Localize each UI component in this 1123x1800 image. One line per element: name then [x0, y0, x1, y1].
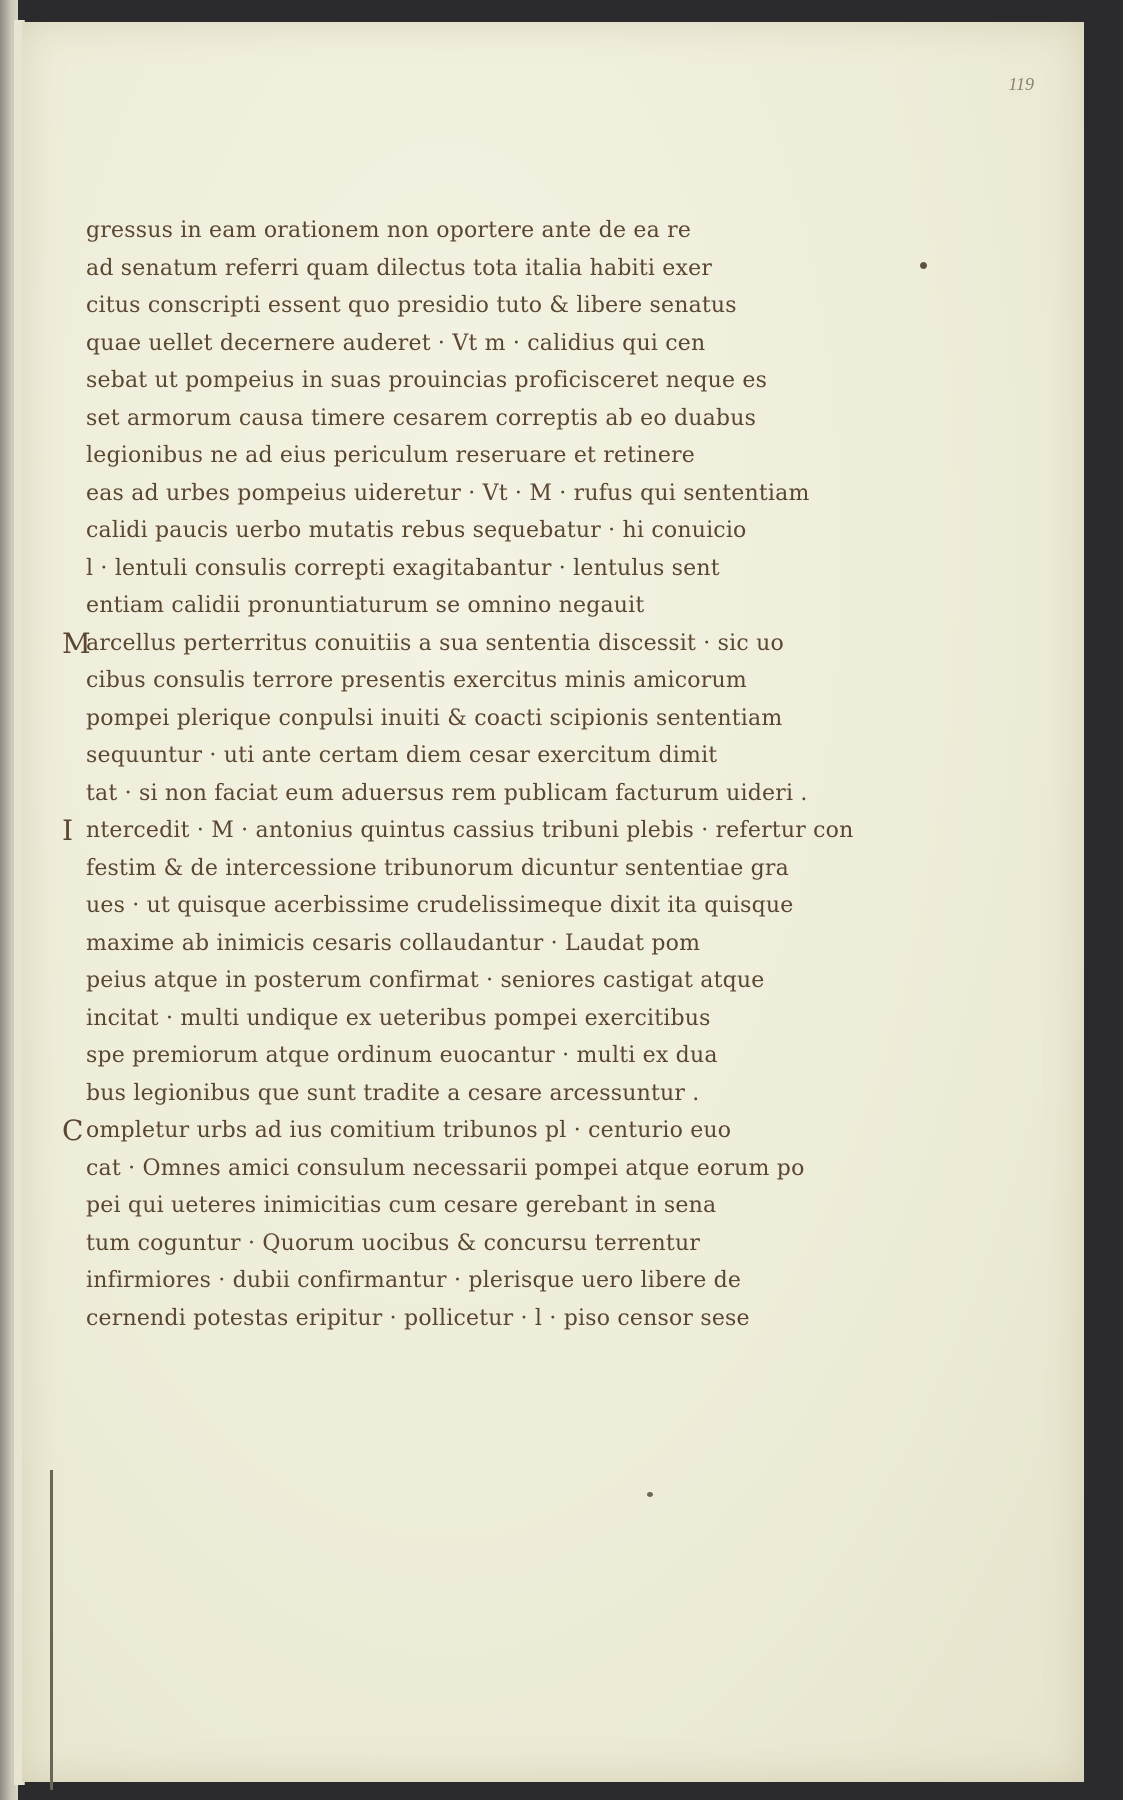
folio-number: 119 — [1008, 74, 1034, 94]
line-text: l · lentuli consulis correpti exagitabantur · lentulus sent — [86, 555, 720, 581]
line-text: legionibus ne ad eius periculum reseruare et retinere — [86, 443, 696, 468]
text-line — [62, 812, 862, 850]
text-line — [62, 1075, 862, 1113]
line-text: calidi paucis uerbo mutatis rebus sequebatur · hi conuicio — [86, 518, 747, 543]
line-text: ues · ut quisque acerbissime crudelissimeque dixit ita quisque — [86, 893, 794, 918]
text-line — [62, 400, 862, 438]
text-line — [62, 1187, 862, 1225]
text-line — [62, 925, 862, 963]
text-line — [62, 775, 862, 813]
line-text: peius atque in posterum confirmat · seniores castigat atque — [86, 968, 765, 993]
ink-spot — [920, 262, 927, 269]
line-text: bus legionibus que sunt tradite a cesare arcessuntur . — [86, 1080, 700, 1106]
line-text: pei qui ueteres inimicitias cum cesare gerebant in sena — [86, 1193, 717, 1218]
text-line — [62, 212, 862, 250]
ink-spot — [647, 1492, 653, 1497]
text-line — [62, 512, 862, 550]
text-line — [62, 1000, 862, 1038]
line-text: pompei plerique conpulsi inuiti & coacti scipionis sententiam — [86, 705, 783, 731]
text-line — [62, 850, 862, 888]
line-text: sequuntur · uti ante certam diem cesar exercitum dimit — [86, 743, 718, 768]
text-line — [62, 1037, 862, 1075]
line-text: ntercedit · M · antonius quintus cassius tribuni plebis · refertur con — [86, 818, 854, 843]
line-text: eas ad urbes pompeius uideretur · Vt · M · rufus qui sententiam — [86, 480, 810, 506]
line-text: citus conscripti essent quo presidio tuto & libere senatus — [86, 293, 737, 318]
text-line — [62, 325, 862, 363]
line-text: festim & de intercessione tribunorum dicuntur sententiae gra — [86, 855, 789, 881]
text-line — [62, 550, 862, 588]
line-text: ad senatum referri quam dilectus tota italia habiti exer — [86, 255, 713, 281]
line-text: spe premiorum atque ordinum euocantur · multi ex dua — [86, 1043, 718, 1068]
line-text: ompletur urbs ad ius comitium tribunos pl · centurio euo — [86, 1118, 732, 1143]
line-text: infirmiores · dubii confirmantur · plerisque uero libere de — [86, 1268, 742, 1293]
text-line — [62, 1150, 862, 1188]
line-text: quae uellet decernere auderet · Vt m · calidius qui cen — [86, 330, 706, 356]
initial-letter: C — [62, 1114, 84, 1147]
text-line — [62, 737, 862, 775]
text-line — [62, 287, 862, 325]
text-line — [62, 1225, 862, 1263]
text-block — [62, 212, 862, 1337]
text-line — [62, 362, 862, 400]
text-line — [62, 250, 862, 288]
line-text: cibus consulis terrore presentis exercitus minis amicorum — [86, 668, 747, 693]
line-text: cernendi potestas eripitur · pollicetur · l · piso censor sese — [86, 1305, 750, 1331]
text-line — [62, 962, 862, 1000]
line-text: set armorum causa timere cesarem correptis ab eo duabus — [86, 405, 757, 431]
line-text: tum coguntur · Quorum uocibus & concursu terrentur — [86, 1230, 701, 1256]
manuscript-page — [22, 22, 1084, 1782]
text-line — [62, 587, 862, 625]
text-line — [62, 887, 862, 925]
text-line — [62, 662, 862, 700]
text-line — [62, 700, 862, 738]
line-text: cat · Omnes amici consulum necessarii pompei atque eorum po — [86, 1155, 805, 1181]
line-text: sebat ut pompeius in suas prouincias proficisceret neque es — [86, 368, 768, 393]
initial-letter: M — [62, 626, 91, 660]
text-line — [62, 1262, 862, 1300]
text-line — [62, 437, 862, 475]
line-text: tat · si non faciat eum aduersus rem publicam facturum uideri . — [86, 780, 808, 806]
line-text: maxime ab inimicis cesaris collaudantur · Laudat pom — [86, 930, 701, 956]
binding-line — [50, 1470, 53, 1790]
initial-letter: I — [62, 814, 74, 847]
text-line — [62, 475, 862, 513]
line-text: arcellus perterritus conuitiis a sua sententia discessit · sic uo — [86, 630, 784, 656]
line-text: entiam calidii pronuntiaturum se omnino negauit — [86, 593, 645, 618]
line-text: gressus in eam orationem non oportere ante de ea re — [86, 218, 692, 243]
text-line — [62, 1300, 862, 1338]
line-text: incitat · multi undique ex ueteribus pompei exercitibus — [86, 1005, 711, 1031]
text-line — [62, 625, 862, 663]
text-line — [62, 1112, 862, 1150]
